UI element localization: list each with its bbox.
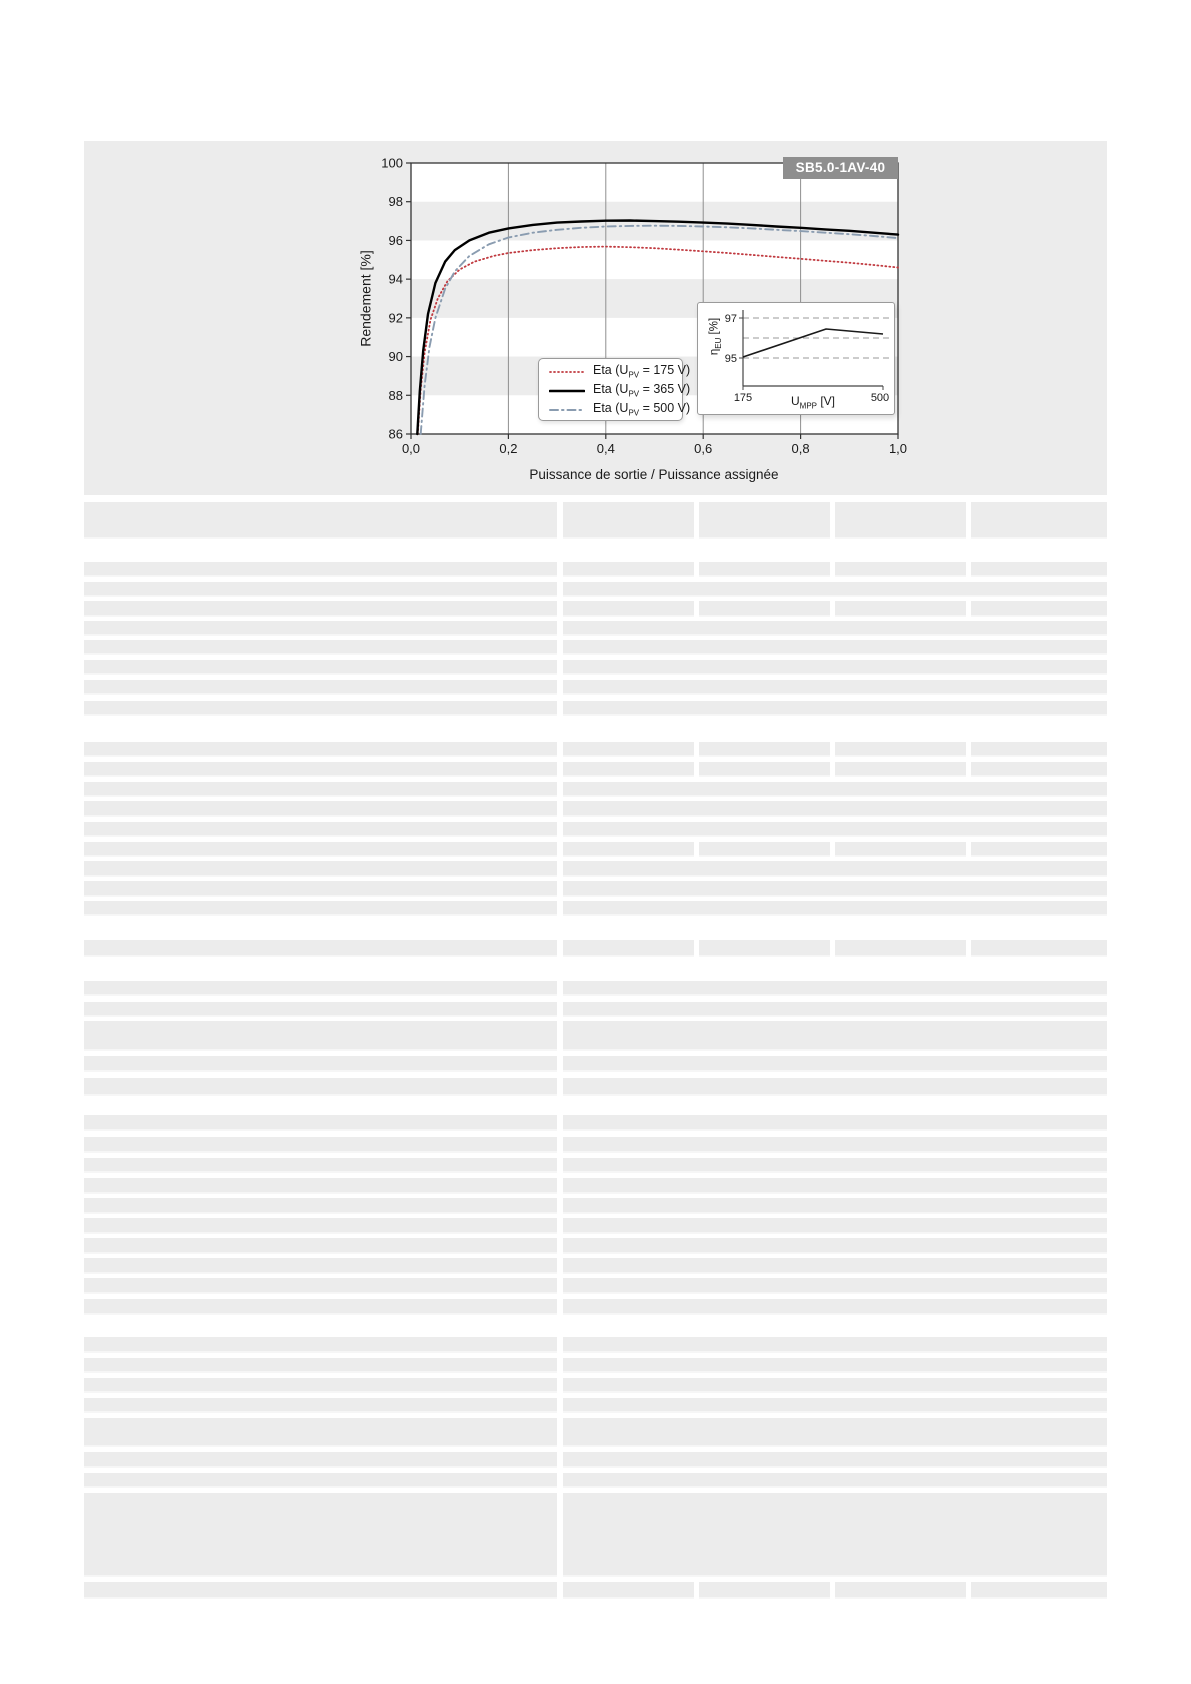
table-row-value-cell (563, 881, 1107, 897)
table-row-column-cell (971, 1582, 1107, 1599)
table-row-label-cell (84, 762, 557, 777)
legend-entry (549, 381, 691, 400)
table-row-label-cell (84, 901, 557, 916)
table-row-column-cell (563, 562, 694, 577)
x-tick-label: 1,0 (888, 441, 908, 456)
table-row-column-cell (971, 842, 1107, 857)
table-row-column-cell (563, 940, 694, 957)
inset-y-axis-label: $\eta_{EU}$ [%] (708, 317, 723, 356)
table-row-column-cell (699, 601, 830, 617)
table-row-column-cell (563, 1582, 694, 1599)
table-row-column-cell (971, 601, 1107, 617)
table-row-value-cell (563, 861, 1107, 877)
table-row-column-cell (699, 940, 830, 957)
table-row-label-cell (84, 680, 557, 695)
table-row-label-cell (84, 1238, 557, 1254)
x-tick-label: 0,6 (694, 441, 713, 456)
inset-x-tick-label: 175 (733, 392, 753, 404)
table-row-value-cell (563, 1493, 1107, 1577)
y-tick-label: 94 (388, 271, 403, 287)
x-axis-label: Puissance de sortie / Puissance assignée (529, 467, 779, 482)
table-row-column-cell (699, 742, 830, 757)
legend-label: Eta ($U_{PV} = 365$ V) (593, 382, 691, 399)
table-row-column-cell (971, 762, 1107, 777)
table-row-label-cell (84, 640, 557, 655)
table-row-label-cell (84, 1452, 557, 1468)
table-row-column-cell (835, 601, 966, 617)
table-row-label-cell (84, 1002, 557, 1017)
table-row-label-cell (84, 601, 557, 617)
table-row-label-cell (84, 1418, 557, 1447)
x-tick-label: 0,4 (596, 441, 615, 456)
table-row-column-cell (563, 601, 694, 617)
table-row-column-cell (835, 1582, 966, 1599)
table-row-label-cell (84, 1473, 557, 1488)
table-row-label-cell (84, 1258, 557, 1274)
table-row-value-cell (563, 1078, 1107, 1096)
table-row-label-cell (84, 742, 557, 757)
table-header-column-cell (835, 502, 966, 539)
model-badge: SB5.0-1AV-40 (783, 157, 898, 179)
table-row-label-cell (84, 940, 557, 957)
table-row-column-cell (971, 742, 1107, 757)
table-row-label-cell (84, 1299, 557, 1315)
table-row-value-cell (563, 1418, 1107, 1447)
table-row-column-cell (699, 762, 830, 777)
inset-chart-panel (697, 302, 895, 415)
legend-line-sample (549, 404, 585, 416)
table-row-value-cell (563, 582, 1107, 597)
table-row-value-cell (563, 1137, 1107, 1153)
table-row-label-cell (84, 1137, 557, 1153)
table-row-value-cell (563, 822, 1107, 837)
table-row-column-cell (563, 742, 694, 757)
table-row-label-cell (84, 981, 557, 996)
legend-entry (549, 362, 691, 381)
table-row-column-cell (563, 842, 694, 857)
table-row-label-cell (84, 1358, 557, 1373)
efficiency-chart-panel (84, 141, 1107, 495)
table-row-column-cell (971, 562, 1107, 577)
y-tick-label: 90 (388, 349, 403, 365)
y-tick-label: 98 (388, 194, 403, 210)
table-row-label-cell (84, 1115, 557, 1131)
table-row-column-cell (835, 742, 966, 757)
table-row-value-cell (563, 1258, 1107, 1274)
legend-label: Eta ($U_{PV} = 175$ V) (593, 363, 691, 380)
table-row-value-cell (563, 1002, 1107, 1017)
table-row-label-cell (84, 1218, 557, 1234)
table-row-value-cell (563, 621, 1107, 636)
inset-y-tick-label: 95 (724, 353, 737, 365)
chart-legend (538, 358, 691, 421)
table-row-label-cell (84, 1198, 557, 1214)
y-tick-label: 92 (388, 310, 403, 326)
table-row-value-cell (563, 1218, 1107, 1234)
y-tick-label: 88 (388, 387, 403, 403)
table-row-label-cell (84, 881, 557, 897)
table-row-label-cell (84, 621, 557, 636)
table-row-column-cell (835, 940, 966, 957)
table-row-value-cell (563, 640, 1107, 655)
table-row-label-cell (84, 861, 557, 877)
table-row-value-cell (563, 680, 1107, 695)
table-row-column-cell (835, 762, 966, 777)
table-row-column-cell (699, 1582, 830, 1599)
table-row-label-cell (84, 1398, 557, 1413)
table-row-label-cell (84, 660, 557, 675)
table-row-label-cell (84, 801, 557, 817)
table-row-value-cell (563, 1198, 1107, 1214)
table-row-value-cell (563, 1473, 1107, 1488)
table-row-label-cell (84, 1158, 557, 1173)
y-axis-label: Rendement [%] (357, 250, 374, 347)
legend-label: Eta ($U_{PV} = 500$ V) (593, 401, 691, 418)
table-header-column-cell (971, 502, 1107, 539)
legend-line-sample (549, 366, 585, 378)
table-row-value-cell (563, 1056, 1107, 1072)
y-tick-label: 100 (381, 155, 403, 171)
table-row-column-cell (563, 762, 694, 777)
table-row-value-cell (563, 1378, 1107, 1393)
table-row-value-cell (563, 1278, 1107, 1294)
table-row-label-cell (84, 1056, 557, 1072)
table-row-value-cell (563, 801, 1107, 817)
y-tick-label: 86 (388, 426, 403, 442)
table-row-label-cell (84, 1078, 557, 1096)
table-row-value-cell (563, 1021, 1107, 1051)
table-row-label-cell (84, 701, 557, 716)
legend-line-sample (549, 385, 585, 397)
table-header-column-cell (563, 502, 694, 539)
table-row-value-cell (563, 782, 1107, 797)
table-row-value-cell (563, 981, 1107, 996)
table-row-label-cell (84, 582, 557, 597)
table-row-column-cell (699, 562, 830, 577)
table-row-value-cell (563, 1299, 1107, 1315)
table-row-label-cell (84, 842, 557, 857)
table-header-label-cell (84, 502, 557, 539)
table-row-label-cell (84, 1378, 557, 1393)
table-row-value-cell (563, 701, 1107, 716)
table-row-label-cell (84, 1278, 557, 1294)
table-row-label-cell (84, 1337, 557, 1353)
legend-entry (549, 400, 691, 419)
table-row-label-cell (84, 1493, 557, 1577)
table-row-value-cell (563, 901, 1107, 916)
table-row-value-cell (563, 1337, 1107, 1353)
table-row-column-cell (835, 842, 966, 857)
table-row-label-cell (84, 782, 557, 797)
table-row-value-cell (563, 1358, 1107, 1373)
table-header-column-cell (699, 502, 830, 539)
inset-y-tick-label: 97 (724, 313, 737, 325)
x-tick-label: 0,8 (791, 441, 810, 456)
table-row-column-cell (835, 562, 966, 577)
x-tick-label: 0,0 (401, 441, 421, 456)
table-row-label-cell (84, 822, 557, 837)
table-row-value-cell (563, 1452, 1107, 1468)
table-row-value-cell (563, 660, 1107, 675)
table-row-value-cell (563, 1178, 1107, 1194)
table-row-value-cell (563, 1238, 1107, 1254)
table-row-value-cell (563, 1158, 1107, 1173)
table-row-label-cell (84, 562, 557, 577)
table-row-column-cell (971, 940, 1107, 957)
efficiency-chart (84, 141, 1107, 495)
x-tick-label: 0,2 (499, 441, 518, 456)
y-tick-label: 96 (388, 232, 403, 248)
inset-x-axis-label: $U_{MPP}$ [V] (790, 394, 836, 411)
table-row-value-cell (563, 1398, 1107, 1413)
table-row-label-cell (84, 1021, 557, 1051)
inset-x-tick-label: 500 (870, 392, 890, 404)
table-row-value-cell (563, 1115, 1107, 1131)
inset-series (743, 329, 883, 357)
table-row-column-cell (699, 842, 830, 857)
table-row-label-cell (84, 1582, 557, 1599)
table-row-label-cell (84, 1178, 557, 1194)
